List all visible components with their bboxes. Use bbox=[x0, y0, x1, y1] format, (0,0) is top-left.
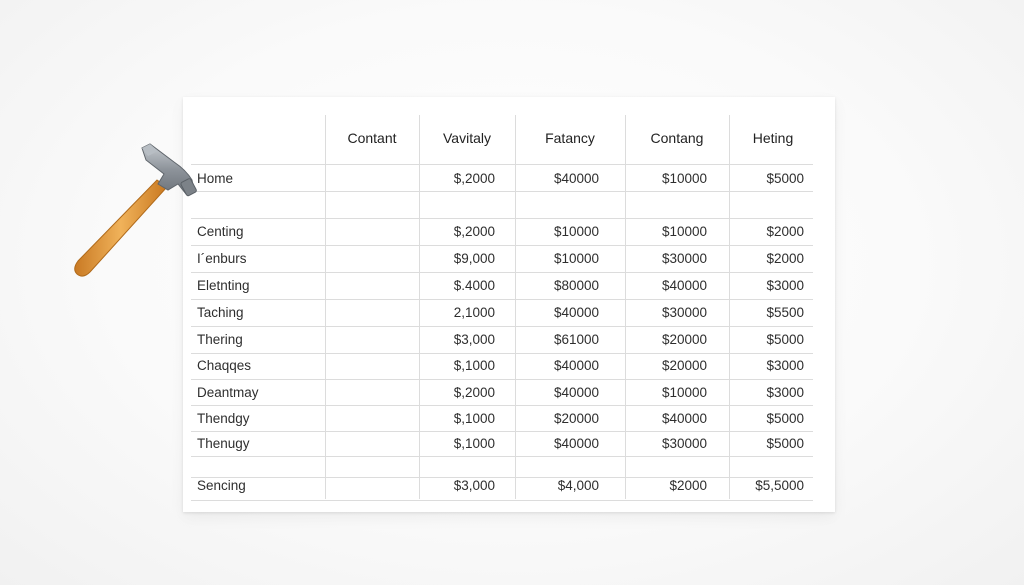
row-divider bbox=[191, 431, 813, 432]
column-header: Vavitaly bbox=[443, 130, 491, 146]
column-divider bbox=[325, 115, 326, 499]
row-divider bbox=[191, 245, 813, 246]
table-cell: $4,000 bbox=[557, 478, 599, 493]
row-label: Sencing bbox=[197, 478, 246, 493]
row-divider bbox=[191, 326, 813, 327]
table-cell: $9,000 bbox=[453, 251, 495, 266]
table-cell: $20000 bbox=[661, 358, 707, 373]
row-divider bbox=[191, 500, 813, 501]
column-header: Contang bbox=[650, 130, 704, 146]
table-cell: $,1000 bbox=[453, 411, 495, 426]
table-cell: $10000 bbox=[661, 385, 707, 400]
row-divider bbox=[191, 456, 813, 457]
table-cell: $80000 bbox=[553, 278, 599, 293]
table-cell: $3000 bbox=[766, 385, 804, 400]
table-cell: $10000 bbox=[661, 171, 707, 186]
table-cell: $3000 bbox=[766, 358, 804, 373]
table-cell: $30000 bbox=[661, 251, 707, 266]
row-label: Thering bbox=[197, 332, 243, 347]
row-divider bbox=[191, 379, 813, 380]
table-cell: $5,5000 bbox=[755, 478, 804, 493]
table-cell: $40000 bbox=[661, 411, 707, 426]
row-divider bbox=[191, 272, 813, 273]
row-divider bbox=[191, 353, 813, 354]
row-label: Chaqqes bbox=[197, 358, 252, 373]
table-cell: $2000 bbox=[766, 251, 804, 266]
table-cell: $10000 bbox=[553, 224, 599, 239]
table-cell: $40000 bbox=[553, 385, 599, 400]
table-cell: $10000 bbox=[553, 251, 599, 266]
column-header: Fatancy bbox=[545, 130, 595, 146]
table-cell: $,2000 bbox=[453, 385, 495, 400]
table-cell: $10000 bbox=[661, 224, 707, 239]
table-cell: $5000 bbox=[766, 332, 804, 347]
table-cell: $,1000 bbox=[453, 436, 495, 451]
row-label: Taching bbox=[197, 305, 244, 320]
table-cell: 2,1000 bbox=[453, 305, 495, 320]
table-cell: $3,000 bbox=[453, 478, 495, 493]
row-label: Centing bbox=[197, 224, 244, 239]
table-cell: $5000 bbox=[766, 436, 804, 451]
table-cell: $40000 bbox=[553, 358, 599, 373]
table-cell: $2000 bbox=[669, 478, 707, 493]
row-divider bbox=[191, 218, 813, 219]
row-divider bbox=[191, 405, 813, 406]
hammer-icon bbox=[66, 140, 206, 285]
table-cell: $5000 bbox=[766, 171, 804, 186]
table-grid bbox=[183, 97, 835, 512]
column-header: Heting bbox=[752, 130, 794, 146]
table-cell: $20000 bbox=[661, 332, 707, 347]
row-label: I´enburs bbox=[197, 251, 247, 266]
row-label: Thenugy bbox=[197, 436, 250, 451]
table-cell: $3000 bbox=[766, 278, 804, 293]
table-cell: $5500 bbox=[766, 305, 804, 320]
column-header: Contant bbox=[347, 130, 397, 146]
table-cell: $61000 bbox=[553, 332, 599, 347]
table-cell: $40000 bbox=[553, 171, 599, 186]
table-cell: $40000 bbox=[553, 305, 599, 320]
table-cell: $5000 bbox=[766, 411, 804, 426]
row-label: Thendgy bbox=[197, 411, 250, 426]
table-cell: $20000 bbox=[553, 411, 599, 426]
table-cell: $2000 bbox=[766, 224, 804, 239]
table-cell: $40000 bbox=[553, 436, 599, 451]
table-cell: $.4000 bbox=[453, 278, 495, 293]
row-label: Deantmay bbox=[197, 385, 259, 400]
table-cell: $,2000 bbox=[453, 171, 495, 186]
row-divider bbox=[191, 191, 813, 192]
row-divider bbox=[191, 164, 813, 165]
table-cell: $40000 bbox=[661, 278, 707, 293]
table-cell: $,1000 bbox=[453, 358, 495, 373]
table-cell: $30000 bbox=[661, 305, 707, 320]
row-label: Home bbox=[197, 171, 234, 186]
row-label: Eletnting bbox=[197, 278, 250, 293]
spreadsheet-table bbox=[183, 97, 835, 512]
table-cell: $,2000 bbox=[453, 224, 495, 239]
row-divider bbox=[191, 299, 813, 300]
table-cell: $3,000 bbox=[453, 332, 495, 347]
table-cell: $30000 bbox=[661, 436, 707, 451]
